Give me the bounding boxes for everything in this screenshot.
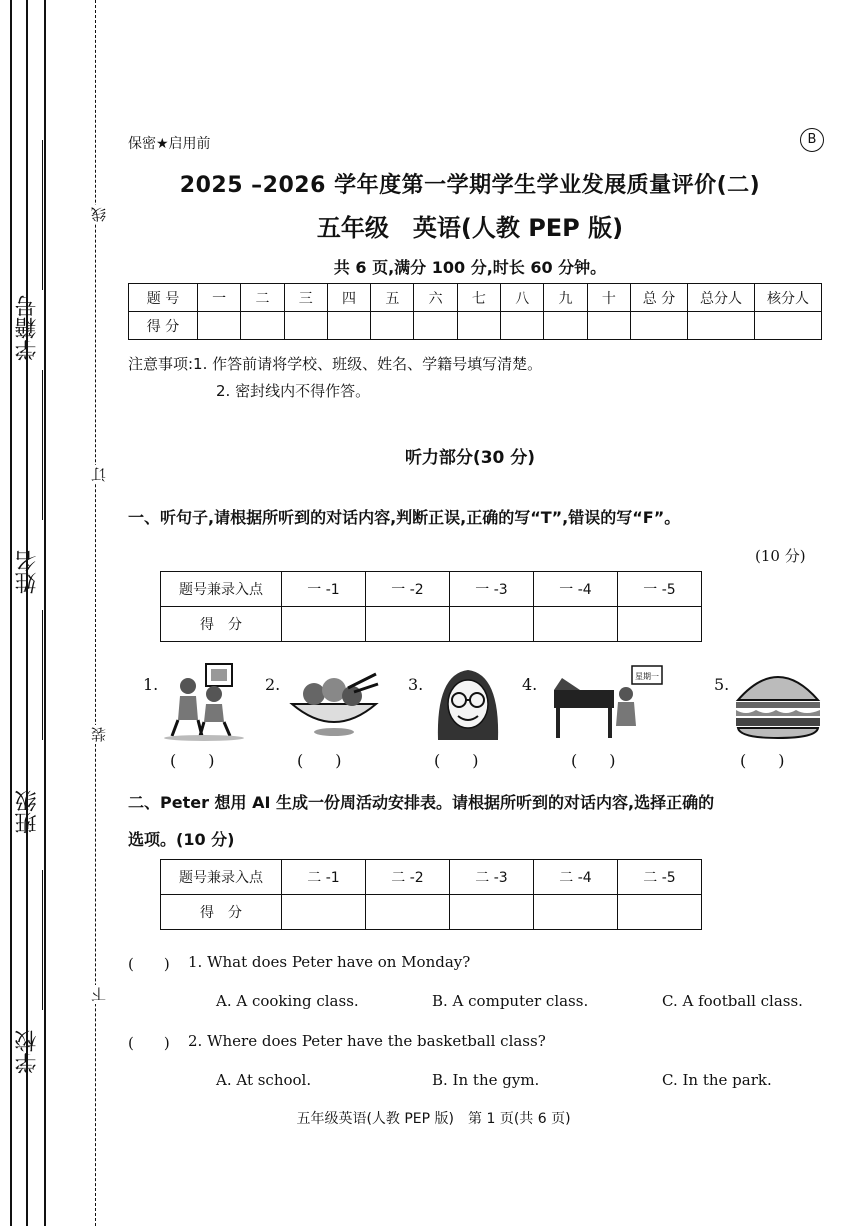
score-head-cell: 五	[371, 284, 414, 312]
score-head-cell: 总 分	[631, 284, 688, 312]
record-head-cell: 二 -4	[534, 860, 618, 895]
record-head-cell: 二 -1	[282, 860, 366, 895]
cut-mark-bind: 订	[90, 467, 108, 482]
edition-badge: B	[800, 128, 824, 152]
piano-lesson-icon	[552, 660, 664, 742]
answer-paren-3[interactable]: ( )	[434, 751, 479, 770]
student-id-line-2	[42, 370, 43, 520]
notice-line-1: 注意事项:1. 作答前请将学校、班级、姓名、学籍号填写清楚。	[128, 355, 543, 373]
score-cell[interactable]	[198, 312, 241, 340]
part2-heading-line2: 选项。(10 分)	[128, 830, 235, 849]
section-title: 听力部分(30 分)	[404, 448, 536, 468]
record-head-row	[161, 572, 702, 607]
record-score-row	[161, 895, 702, 930]
record-head-cell: 一 -5	[618, 572, 702, 607]
record-head-cell: 一 -4	[534, 572, 618, 607]
part2-record-table	[160, 859, 702, 930]
score-head-cell: 二	[241, 284, 284, 312]
score-head-cell: 九	[544, 284, 587, 312]
picture-number: 3.	[408, 675, 424, 694]
record-head-cell: 二 -5	[618, 860, 702, 895]
part1-record-table	[160, 571, 702, 642]
record-score-cell[interactable]	[366, 895, 450, 930]
record-head-cell: 二 -2	[366, 860, 450, 895]
record-head-cell: 一 -1	[282, 572, 366, 607]
score-table	[128, 283, 822, 340]
record-score-cell[interactable]	[366, 607, 450, 642]
record-score-cell[interactable]	[534, 607, 618, 642]
score-cell[interactable]	[371, 312, 414, 340]
score-cell[interactable]	[327, 312, 370, 340]
question-text: 2. Where does Peter have the basketball class?	[188, 1032, 546, 1050]
answer-paren-2[interactable]: ( )	[297, 751, 342, 770]
cut-mark-assemble: 装	[90, 727, 108, 742]
part1-heading: 一、听句子,请根据所听到的对话内容,判断正误,正确的写“T”,错误的写“F”。	[128, 508, 681, 527]
label-student-id: 学籍号	[15, 295, 40, 361]
score-head-cell: 八	[501, 284, 544, 312]
score-cell[interactable]	[587, 312, 630, 340]
score-cell[interactable]	[501, 312, 544, 340]
score-head-cell: 三	[284, 284, 327, 312]
exam-info: 共 6 页,满分 100 分,时长 60 分钟。	[333, 258, 607, 277]
answer-paren-1[interactable]: ( )	[170, 751, 215, 770]
option-c[interactable]: C. A football class.	[662, 992, 803, 1010]
cut-mark-line: 线	[90, 207, 108, 222]
option-a[interactable]: A. A cooking class.	[216, 992, 359, 1010]
option-c[interactable]: C. In the park.	[662, 1071, 772, 1089]
score-head-cell: 总分人	[688, 284, 755, 312]
score-cell[interactable]	[544, 312, 587, 340]
record-score-cell[interactable]	[282, 895, 366, 930]
cut-line	[95, 0, 96, 1226]
question-paren[interactable]: ( )	[128, 955, 170, 973]
record-head-cell: 题号兼录入点	[161, 860, 282, 895]
record-score-cell[interactable]	[450, 607, 534, 642]
score-cell[interactable]	[457, 312, 500, 340]
label-class: 班级	[15, 790, 40, 834]
record-score-cell[interactable]	[618, 607, 702, 642]
option-a[interactable]: A. At school.	[216, 1071, 312, 1089]
record-score-label: 得 分	[161, 895, 282, 930]
piano-sign-label: 星期一	[635, 672, 659, 681]
record-head-cell: 二 -3	[450, 860, 534, 895]
margin-line-3	[44, 0, 46, 1226]
page-footer: 五年级英语(人教 PEP 版) 第 1 页(共 6 页)	[296, 1111, 571, 1127]
record-score-cell[interactable]	[450, 895, 534, 930]
hamburger-icon	[732, 660, 824, 742]
record-score-label: 得 分	[161, 607, 282, 642]
cut-mark-below: 下	[90, 987, 108, 1002]
score-cell[interactable]	[631, 312, 688, 340]
option-b[interactable]: B. In the gym.	[432, 1071, 540, 1089]
girl-glasses-icon	[422, 660, 514, 742]
score-cell[interactable]	[241, 312, 284, 340]
picture-number: 4.	[522, 675, 538, 694]
name-line	[42, 610, 43, 740]
score-head-cell: 一	[198, 284, 241, 312]
score-cell[interactable]	[284, 312, 327, 340]
picture-number: 1.	[143, 675, 159, 694]
score-table-score-row	[129, 312, 822, 340]
record-head-cell: 题号兼录入点	[161, 572, 282, 607]
score-table-head-row	[129, 284, 822, 312]
picture-number: 2.	[265, 675, 281, 694]
score-head-cell: 七	[457, 284, 500, 312]
score-head-cell: 十	[587, 284, 630, 312]
record-score-cell[interactable]	[534, 895, 618, 930]
page-title: 2025 –2026 学年度第一学期学生学业发展质量评价(二)	[179, 173, 761, 198]
vegetables-bowl-icon	[288, 660, 380, 742]
record-score-cell[interactable]	[282, 607, 366, 642]
score-row-label: 得 分	[129, 312, 198, 340]
label-school: 学校	[15, 1030, 40, 1074]
score-cell[interactable]	[414, 312, 457, 340]
student-id-line	[42, 140, 43, 290]
answer-paren-5[interactable]: ( )	[740, 751, 785, 770]
answer-paren-4[interactable]: ( )	[571, 751, 616, 770]
record-score-row	[161, 607, 702, 642]
score-cell[interactable]	[755, 312, 822, 340]
score-head-cell: 四	[327, 284, 370, 312]
part1-points: (10 分)	[755, 547, 806, 565]
label-name: 姓名	[15, 550, 40, 594]
children-computer-icon	[158, 660, 250, 742]
option-b[interactable]: B. A computer class.	[432, 992, 589, 1010]
secret-label: 保密★启用前	[128, 136, 211, 152]
record-head-cell: 一 -2	[366, 572, 450, 607]
score-head-cell: 核分人	[755, 284, 822, 312]
score-head-cell: 六	[414, 284, 457, 312]
part2-heading-line1: 二、Peter 想用 AI 生成一份周活动安排表。请根据所听到的对话内容,选择正确的	[128, 793, 715, 812]
record-score-cell[interactable]	[618, 895, 702, 930]
score-cell[interactable]	[688, 312, 755, 340]
record-head-row	[161, 860, 702, 895]
record-head-cell: 一 -3	[450, 572, 534, 607]
picture-number: 5.	[714, 675, 730, 694]
question-paren[interactable]: ( )	[128, 1034, 170, 1052]
class-line	[42, 870, 43, 1010]
question-text: 1. What does Peter have on Monday?	[188, 953, 471, 971]
notice-line-2: 2. 密封线内不得作答。	[216, 382, 371, 400]
score-head-cell: 题 号	[129, 284, 198, 312]
page-subtitle: 五年级 英语(人教 PEP 版)	[316, 214, 624, 242]
